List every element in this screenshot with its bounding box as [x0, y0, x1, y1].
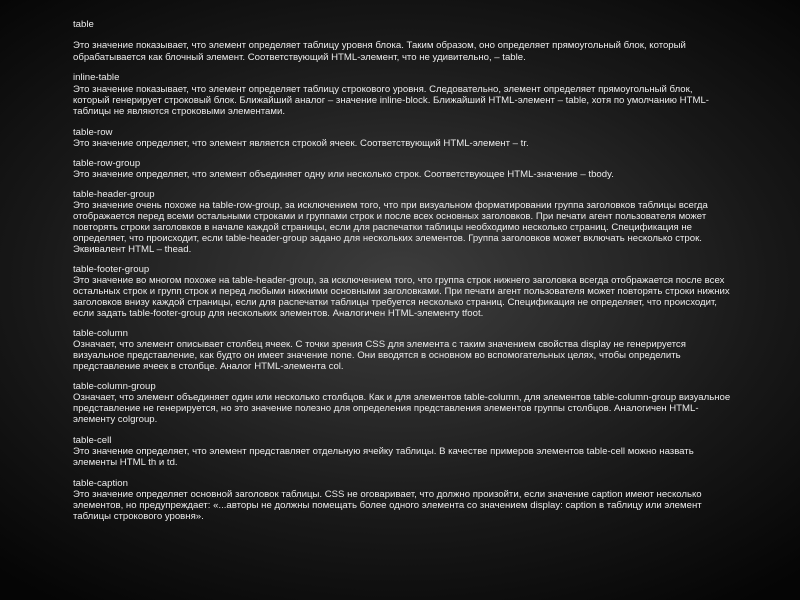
text-line: заголовков внизу каждой страницы, если для распечатки таблицы требуется несколько страниц. Спецификация не определяет, что происходит,: [73, 297, 717, 308]
text-line: Это значение определяет, что элемент представляет отдельную ячейку таблицы. В качестве примеров элементов table-cell можно назвать: [73, 446, 694, 457]
text-line: который генерирует строковый блок. Ближайший аналог – значение inline-block. Ближайший HTML-элемент – table, хотя по умолчанию HTML-: [73, 95, 709, 106]
text-line: отображается перед всеми остальными строками и группами строк и после всех основных заголовков. При печати агент пользователя может: [73, 211, 707, 222]
text-line: Это значение показывает, что элемент определяет таблицу строкового уровня. Следовательно, элемент определяет прямоугольный блок,: [73, 84, 693, 95]
text-line: элементы HTML th и td.: [73, 457, 178, 468]
text-line: table: [73, 19, 94, 30]
text-line: элементов, но предупреждает: «...авторы не должны помещать более одного элемента со значением display: caption в таблицу или элемент: [73, 500, 702, 511]
text-line: таблицы не являются строковыми элементами.: [73, 106, 285, 117]
text-line: Это значение определяет, что элемент является строкой ячеек. Соответствующий HTML-элемент – tr.: [73, 138, 529, 149]
text-line: table-column: [73, 328, 128, 339]
text-line: Это значение определяет, что элемент объединяет одну или несколько строк. Соответствующее HTML-значение – tbody.: [73, 169, 614, 180]
text-line: обрабатывается как блочный элемент. Соответствующий HTML-элемент, что не удивительно, – table.: [73, 52, 526, 63]
text-line: table-header-group: [73, 189, 155, 200]
text-line: table-column-group: [73, 381, 156, 392]
text-line: определяет, что происходит, если table-header-group задано для нескольких элементов. Группа заголовков может включать несколько строк.: [73, 233, 702, 244]
text-line: представление ячеек в столбце. Аналог HTML-элемента col.: [73, 361, 344, 372]
text-line: inline-table: [73, 72, 120, 83]
text-line: Это значение показывает, что элемент определяет таблицу уровня блока. Таким образом, оно определяет прямоугольный блок, который: [73, 40, 686, 51]
text-line: визуальное представление, как будто он имеет значение none. Они вводятся в основном во вспомогательных целях, чтобы определить: [73, 350, 681, 361]
text-line: Означает, что элемент описывает столбец ячеек. С точки зрения CSS для элемента с таким значением свойства display не генерируется: [73, 339, 686, 350]
text-line: Это значение определяет основной заголовок таблицы. CSS не оговаривает, что должно произойти, если значение caption имеют несколько: [73, 489, 702, 500]
text-line: Эквивалент HTML – thead.: [73, 244, 192, 255]
text-line: table-row-group: [73, 158, 141, 169]
text-line: Означает, что элемент объединяет один или несколько столбцов. Как и для элементов table-column, для элементов table-column-group визуальное: [73, 392, 731, 403]
text-line: Это значение во многом похоже на table-header-group, за исключением того, что группа строк нижнего заголовка всегда отображается после всех: [73, 275, 725, 286]
text-line: если задать table-footer-group для нескольких элементов. Аналогичен HTML-элементу tfoot.: [73, 308, 484, 319]
text-line: остальных строк и групп строк и перед любыми нижними основными заголовками. При печати агент пользователя может повторять строки нижних: [73, 286, 730, 297]
text-line: table-caption: [73, 478, 128, 489]
text-line: table-row: [73, 127, 113, 138]
text-line: представление не генерируется, но это значение полезно для определения представления элементов группы столбцов. Аналогичен HTML-: [73, 403, 699, 414]
text-line: повторять строки заголовков в начале каждой страницы, если для распечатки таблицы необходимо несколько страниц. Спецификация не: [73, 222, 692, 233]
text-line: table-footer-group: [73, 264, 150, 275]
text-line: table-cell: [73, 435, 112, 446]
text-line: таблицы строкового уровня».: [73, 511, 204, 522]
text-line: элементу colgroup.: [73, 414, 158, 425]
text-line: Это значение очень похоже на table-row-group, за исключением того, что при визуальном форматировании группа заголовков таблицы всегда: [73, 200, 708, 211]
